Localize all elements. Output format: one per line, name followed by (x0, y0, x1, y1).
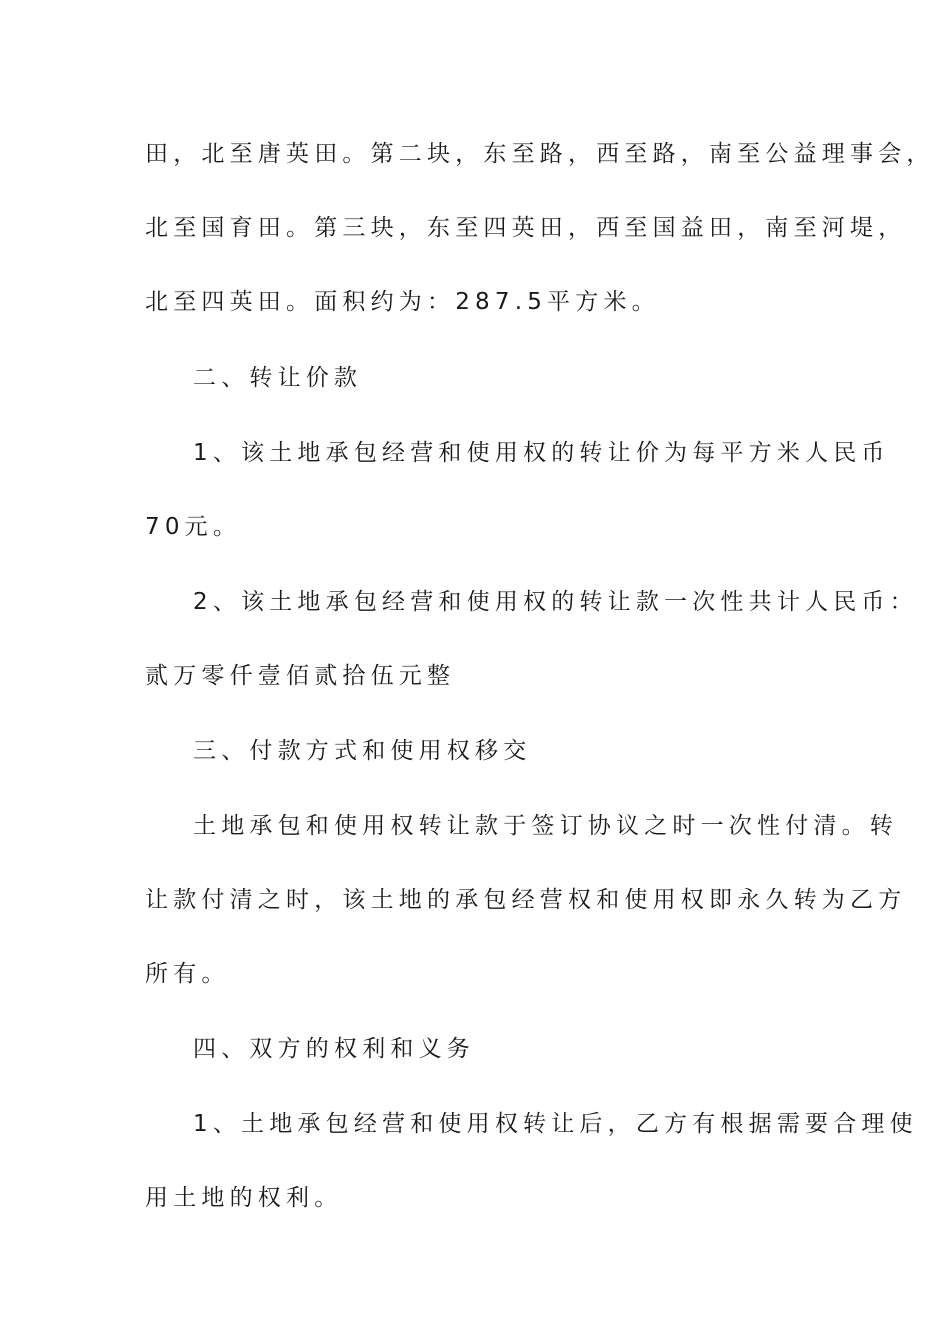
section-heading-payment: 三、付款方式和使用权移交 (193, 738, 532, 764)
clause-total-price-amount: 贰万零仟壹佰贰拾伍元整 (145, 663, 456, 689)
clause-price-per-sqm-cont: 70元。 (145, 514, 242, 540)
section-heading-rights-obligations: 四、双方的权利和义务 (193, 1036, 475, 1062)
clause-rights: 1、土地承包经营和使用权转让后，乙方有根据需要合理使 (193, 1111, 918, 1137)
clause-payment: 土地承包和使用权转让款于签订协议之时一次性付清。转 (193, 813, 898, 839)
paragraph-boundary-third-plot: 北至国育田。第三块，东至四英田，西至国益田，南至河堤， (145, 215, 907, 241)
clause-price-per-sqm: 1、该土地承包经营和使用权的转让价为每平方米人民币 (193, 440, 890, 466)
paragraph-boundary-continued: 田，北至唐英田。第二块，东至路，西至路，南至公益理事会， (145, 141, 935, 167)
clause-payment-end: 所有。 (145, 961, 230, 987)
section-heading-transfer-price: 二、转让价款 (193, 365, 363, 391)
paragraph-area: 北至四英田。面积约为：287.5平方米。 (145, 289, 660, 315)
clause-rights-cont: 用土地的权利。 (145, 1185, 343, 1211)
clause-total-price: 2、该土地承包经营和使用权的转让款一次性共计人民币： (193, 589, 918, 615)
clause-payment-cont: 让款付清之时，该土地的承包经营权和使用权即永久转为乙方 (145, 887, 907, 913)
